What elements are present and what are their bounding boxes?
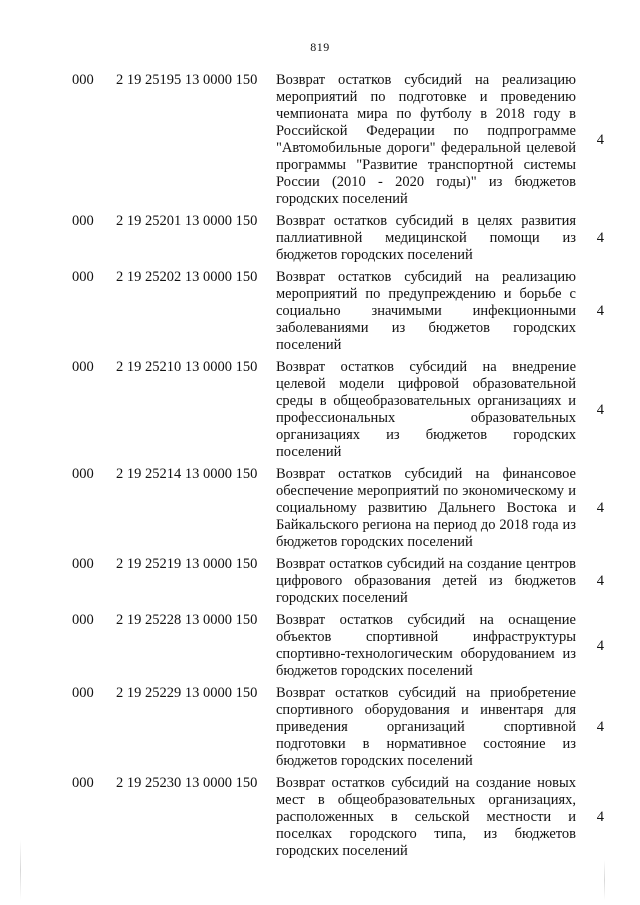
budget-classification-code: 2 19 25219 13 0000 150	[116, 556, 258, 572]
income-name: Возврат остатков субсидий в целях развития паллиативной медицинской помощи из бюджетов городских поселений	[276, 213, 576, 263]
admin-code: 000	[72, 612, 94, 628]
budget-classification-code: 2 19 25202 13 0000 150	[116, 269, 258, 285]
table-row	[72, 466, 608, 551]
admin-code: 000	[72, 466, 94, 482]
table-row	[72, 269, 608, 354]
norm-value: 4	[596, 131, 604, 148]
admin-code: 000	[72, 72, 94, 88]
table-row	[72, 359, 608, 461]
admin-code: 000	[72, 685, 94, 701]
scan-artifact-line	[20, 840, 21, 900]
norm-value: 4	[596, 809, 604, 825]
income-name: Возврат остатков субсидий на реализацию мероприятий по предупреждению и борьбе с социально значимыми инфекционными заболеваниями из бюджетов городских поселений	[276, 269, 576, 353]
table-row	[72, 213, 608, 264]
norm-value: 4	[596, 719, 604, 735]
page-number: 819	[310, 40, 330, 54]
admin-code: 000	[72, 213, 94, 229]
income-name: Возврат остатков субсидий на создание новых мест в общеобразовательных организациях, расположенных в сельской местности и поселках городского типа, из бюджетов городских поселений	[276, 775, 576, 859]
table-row	[72, 556, 608, 607]
budget-classification-code: 2 19 25201 13 0000 150	[116, 213, 258, 229]
table-row	[72, 685, 608, 770]
admin-code: 000	[72, 269, 94, 285]
table-row	[72, 775, 608, 860]
table-row	[72, 72, 608, 208]
budget-classification-code: 2 19 25228 13 0000 150	[116, 612, 258, 628]
admin-code: 000	[72, 359, 94, 375]
income-name: Возврат остатков субсидий на внедрение целевой модели цифровой образовательной среды в общеобразовательных организациях и профессиональных образовательных организациях из бюджетов городских поселений	[276, 359, 576, 460]
admin-code: 000	[72, 775, 94, 791]
norm-value: 4	[596, 230, 604, 246]
income-name: Возврат остатков субсидий на финансовое обеспечение мероприятий по экономическому и социальному развитию Дальнего Востока и Байкальского региона на период до 2018 года из бюджетов городских поселений	[276, 466, 576, 550]
income-name: Возврат остатков субсидий на реализацию мероприятий по подготовке и проведению чемпионата мира по футболу в 2018 году в Российской Федерации по подпрограмме "Автомобильные дороги" федеральной целевой программы "Развитие транспортной системы России (2010 - 2020 годы)" из бюджетов городских поселений	[276, 72, 576, 207]
scan-artifact-line	[604, 860, 605, 900]
budget-classification-code: 2 19 25195 13 0000 150	[116, 72, 258, 88]
admin-code: 000	[72, 556, 94, 572]
income-name: Возврат остатков субсидий на создание центров цифрового образования детей из бюджетов городских поселений	[276, 556, 576, 606]
norm-value: 4	[596, 573, 604, 589]
norm-value: 4	[596, 401, 604, 418]
budget-classification-code: 2 19 25229 13 0000 150	[116, 685, 258, 701]
norm-value: 4	[596, 500, 604, 516]
income-name: Возврат остатков субсидий на приобретение спортивного оборудования и инвентаря для приведения организаций спортивной подготовки в нормативное состояние из бюджетов городских поселений	[276, 685, 576, 769]
norm-value: 4	[596, 637, 604, 654]
budget-classification-code: 2 19 25214 13 0000 150	[116, 466, 258, 482]
budget-classification-code: 2 19 25210 13 0000 150	[116, 359, 258, 375]
budget-classification-code: 2 19 25230 13 0000 150	[116, 775, 258, 791]
income-name: Возврат остатков субсидий на оснащение объектов спортивной инфраструктуры спортивно-технологическим оборудованием из бюджетов городских поселений	[276, 612, 576, 679]
budget-code-table	[72, 72, 608, 865]
table-row	[72, 612, 608, 680]
norm-value: 4	[596, 303, 604, 319]
